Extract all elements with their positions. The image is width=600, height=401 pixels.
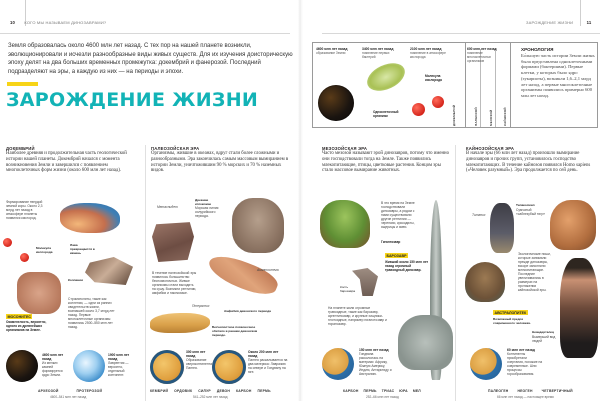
caption-mesozoic-era: В это время на Земле господствовали динозавры, а рядом с ними существовали другие рептилии — черепахи, крокодилы, ящерицы и змеи. — [381, 201, 415, 229]
chrono-caption-1 — [316, 47, 350, 55]
australopithecus-tag: АВСТРАЛОПИТЕК — [494, 310, 527, 315]
period-range-mesozoic: 252–66 млн лет назад — [366, 395, 399, 399]
globe-time: 1900 млн лет назад — [108, 353, 130, 361]
period-label: ПАЛЕОГЕН — [488, 389, 509, 393]
lava-label: Лава превращается в камень — [70, 243, 95, 255]
section-body-precambrian: Наиболее древняя и продолжительная часть геологической истории нашей планеты. Докембрий начался с момента возникновения Земли и завершился с появлением многоклеточных форм жизни (около 600 млн лет назад). — [6, 151, 127, 174]
caption-crust: Формирование твердой земной коры. Около 2,3 млрд лет назад в атмосфере планеты появился кислород. — [6, 200, 43, 220]
period-range-paleozoic: 541–252 млн лет назад — [193, 395, 228, 399]
australopithecus-image — [465, 262, 505, 302]
section-title-paleozoic: ПАЛЕОЗОЙСКАЯ ЭРА — [151, 146, 200, 151]
section-title-mesozoic: МЕЗОЗОЙСКАЯ ЭРА — [322, 146, 368, 151]
lava-rock-image — [60, 203, 120, 233]
barosaurus-tag: БАРОЗАВР — [386, 253, 407, 258]
era-label-cenozoic: КАЙНОЗОЙ — [503, 107, 507, 126]
lily-title: Древние иглокожие — [195, 198, 212, 206]
thylacosmilus-text: Сумчатый «саблезубый тигр» — [516, 208, 546, 216]
right-header — [526, 20, 591, 25]
pangea-split-globe — [212, 350, 246, 384]
period-label: ЧЕТВЕРТИЧНЫЙ — [541, 389, 573, 393]
mosonites-text: Окаменелость, вероятно, одного из древнейших организмов на Земле. — [6, 320, 47, 332]
globe-caption-3 — [186, 350, 210, 370]
period-range-precambrian: 4600–541 млн лет назад — [50, 395, 87, 399]
barosaurus-text: Живший около 150 млн лет назад огромный травоядный динозавр. — [385, 260, 429, 272]
globe-caption-2 — [108, 353, 134, 377]
barosaurus-body-image — [398, 315, 453, 370]
globe-caption-1 — [42, 353, 64, 377]
running-title-left: КОГО МЫ НАЗЫВАЕМ ДИНОЗАВРАМИ? — [24, 20, 107, 25]
globe-caption-4 — [248, 350, 288, 374]
lily-text: Морская лилия силурийского периода. — [195, 206, 219, 218]
bone-label: Кость барозавра — [340, 285, 356, 293]
modern-continents-globe — [470, 348, 502, 380]
chrono-caption-4 — [467, 47, 507, 63]
column-divider — [455, 145, 456, 401]
intro-paragraph: Земля образовалась около 4600 млн лет назад. С тех пор на нашей планете возникли, эволюционировали и исчезли разнообразные виды живых существ. Для их изучения доисторическую эпоху делят на два больших временных промежутка: докембрий и фанерозой. Последний подразделяют на эры, а каждую из них — на периоды и эпохи. — [8, 43, 293, 75]
oxygen-atom-icon — [412, 103, 425, 116]
globe-time: 60 млн лет назад — [507, 348, 535, 352]
period-label: НЕОГЕН — [517, 389, 533, 393]
page-title: ЗАРОЖДЕНИЕ ЖИЗНИ — [6, 89, 259, 111]
collenia-label: Коллении — [68, 278, 83, 282]
amphibian-label: Амфибия девонского периода — [224, 309, 271, 313]
early-earth-globe — [6, 350, 38, 382]
chrono-caption-2 — [362, 47, 396, 59]
molecule-label: Молекула кислорода — [36, 246, 53, 254]
chrono-time: 600 млн лет назад — [467, 47, 497, 51]
chrono-text: появление первых бактерий — [362, 51, 390, 59]
oxygen-atom-icon — [432, 96, 444, 108]
period-label: МЕЛ — [412, 389, 421, 393]
chrono-time: 4600 млн лет назад — [316, 47, 348, 51]
globe-text: Из мелких камней формируется ядро Земли. — [42, 361, 63, 377]
section-body-mesozoic: Часто мезозой называют эрой динозавров, потому что именно они господствовали тогда на Земле. Также появились млекопитающие, птицы, цветковые растения. Концом эры стало массовое вымирание животных. — [322, 151, 450, 174]
page-number-left: 10 — [10, 20, 16, 25]
globe-time: 4600 млн лет назад — [42, 353, 64, 361]
thylacosmilus-title: Тилакосмил — [516, 203, 535, 207]
titanis-image — [490, 203, 514, 253]
pteraspis-image — [150, 313, 210, 333]
giganotosaurus-image — [320, 200, 370, 248]
globe-time: 150 млн лет назад — [359, 348, 389, 352]
lava-earth-image — [318, 85, 354, 121]
chrono-text: появление многоклеточных организмов — [467, 51, 491, 63]
running-title-right: ЗАРОЖДЕНИЕ ЖИЗНИ — [526, 20, 574, 25]
era-label-precambrian: ДОКЕМБРИЙ — [452, 104, 456, 126]
thylacosmilus-image — [550, 200, 596, 250]
period-label: АРХЕОЗОЙ — [38, 389, 59, 393]
globe-time: 300 млн лет назад — [186, 350, 206, 358]
molecule-label-chrono: Молекула кислорода — [425, 74, 442, 82]
metaspid-fossil-image — [152, 220, 194, 262]
period-label: ПЕРМЬ — [257, 389, 271, 393]
chrono-divider — [465, 43, 466, 127]
chrono-time: 2100 млн лет назад — [410, 47, 442, 51]
period-label: ДЕВОН — [216, 389, 231, 393]
period-row-mesozoic — [343, 389, 421, 393]
globe-caption-5 — [359, 348, 393, 376]
chronology-title: ХРОНОЛОГИЯ — [521, 47, 554, 52]
period-label: КАРБОН — [343, 389, 359, 393]
titanis-label: Титанис — [472, 213, 486, 217]
pteraspis-label: Птераспис — [192, 304, 210, 308]
period-label: ПЕРМЬ — [363, 389, 377, 393]
laurentia-globe — [73, 350, 105, 382]
section-body-cenozoic: В начале эры (66 млн лет назад) произошло вымирание динозавров и прочих групп, установилось господство млекопитающих. В течение кайнозоя появился Homo sapiens («Человек разумный»). Эра продолжается по сей день. — [466, 151, 591, 174]
oxygen-atom-icon — [20, 253, 29, 262]
oxygen-atom-icon — [3, 238, 12, 247]
chrono-time: 3400 млн лет назад — [362, 47, 394, 51]
gondwana-globe — [322, 348, 354, 380]
chrono-text: появление в атмосфере кислорода — [410, 51, 446, 59]
metaspid-label: Метаспидет — [157, 205, 178, 209]
header-rule-left — [0, 33, 290, 34]
period-label: КАРБОН — [236, 389, 252, 393]
pangea-globe — [150, 350, 184, 384]
header-rule-right — [322, 33, 600, 34]
neanderthal-text: Вымерший вид людей — [532, 335, 556, 343]
era-label-mesozoic: МЕЗОЗОЙ — [489, 109, 493, 126]
section-title-cenozoic: КАЙНОЗОЙСКАЯ ЭРА — [466, 146, 515, 151]
caption-stromatolites: Строматолиты, такие как коллении, — одни из ранних свидетельств жизни, возникшей около 3,7 млрд лет назад. Первые многоклеточные организмы появились 2500–550 млн лет назад. — [68, 297, 115, 329]
period-label: ТРИАС — [381, 389, 395, 393]
era-label-paleozoic: ПАЛЕОЗОЙ — [474, 107, 478, 126]
period-row-cenozoic — [488, 389, 573, 393]
caption-niches: Экологические ниши, которые занимали прежде динозавры, вскоре заполнили млекопитающие. Последние увеличивались в размерах на протяжении кайнозойской эры. — [518, 252, 551, 292]
period-label: ЮРА — [399, 389, 408, 393]
period-range-cenozoic: 66 млн лет назад — настоящее время — [497, 395, 554, 399]
period-label: ОРДОВИК — [174, 389, 193, 393]
chronology-text: Бо́льшую часть истории Земли жизнь была представлена одноклеточными формами (бактериями). Первые клетки, у которых было ядро (эукариоты), возникли 1,6–2,1 млрд лет назад, а первые многоклеточные организмы появились примерно 600 млн лет назад. — [521, 53, 595, 98]
globe-text: Пангея раскалывается на два материка: Лавразию на севере и Гондвану на юге. — [248, 358, 288, 374]
section-title-precambrian: ДОКЕМБРИЙ — [6, 146, 35, 151]
mosonites-fossil-image — [17, 272, 61, 314]
globe-caption-6 — [507, 348, 543, 376]
chrono-caption-3 — [410, 47, 450, 59]
globe-time: Около 200 млн лет назад — [248, 350, 279, 358]
period-label: ПРОТЕРОЗОЙ — [76, 389, 103, 393]
page-number-right: 11 — [586, 20, 592, 25]
globe-text: Континенты приобретали очертания, похожие на современные. Шли процессы горообразования. — [507, 352, 543, 376]
organism-label: Одноклеточный организм — [373, 110, 399, 118]
caption-giants: На планете жили огромные травоядные, такие как барозавр, аргентинозавр, и крупные хищники-плотоядные, например гиганотозавр и тиранозавр. — [328, 306, 387, 326]
mosonites-tag: МОСОНИТЕС — [7, 314, 31, 319]
period-row-precambrian — [38, 389, 102, 393]
sea-lily-fossil-image — [232, 198, 284, 253]
australopithecus-text: Возможный предок современного человека. — [493, 317, 531, 325]
period-label: КЕМБРИЙ — [150, 389, 169, 393]
chrono-text: образование Земли — [316, 51, 346, 55]
title-accent-bar — [7, 82, 38, 86]
jawless-caption: Бесчелюстное позвоночное обитало в раннем девонском периоде. — [212, 325, 258, 337]
globe-text: Образование сверхконтинента Пангея. — [186, 358, 212, 370]
section-body-paleozoic: Организмы, жившие в океанах, вдруг стали более сложными и разнообразными. Эра закончилась самым массовым вымиранием в истории Земли, уничтожившим 90 % морских и 70 % наземных видов. — [151, 151, 289, 174]
neanderthal-image — [560, 258, 598, 358]
neanderthal-title: Неандерталец — [532, 330, 554, 334]
column-divider — [145, 145, 146, 401]
giganotosaurus-label: Гигантозавр — [381, 240, 401, 244]
period-row-paleozoic — [150, 389, 271, 393]
chrono-divider — [510, 43, 511, 127]
caption-paleozoic: В течение палеозойской эры появилось большинство беспозвоночных. Живые организмы стали выходить на сушу. Возникли рептилии, амфибии и насекомые. — [152, 271, 197, 295]
globe-text: Лаврентия — вероятно, отдельный континент. — [108, 361, 129, 377]
acanthostega-label: Акантостега — [257, 268, 279, 272]
period-label: СИЛУР — [198, 389, 211, 393]
globe-text: Гондвана раскололась на материки: Африку, Южную Америку, Индию, Антарктиду и Австралию. — [359, 352, 392, 376]
left-header — [10, 20, 106, 25]
